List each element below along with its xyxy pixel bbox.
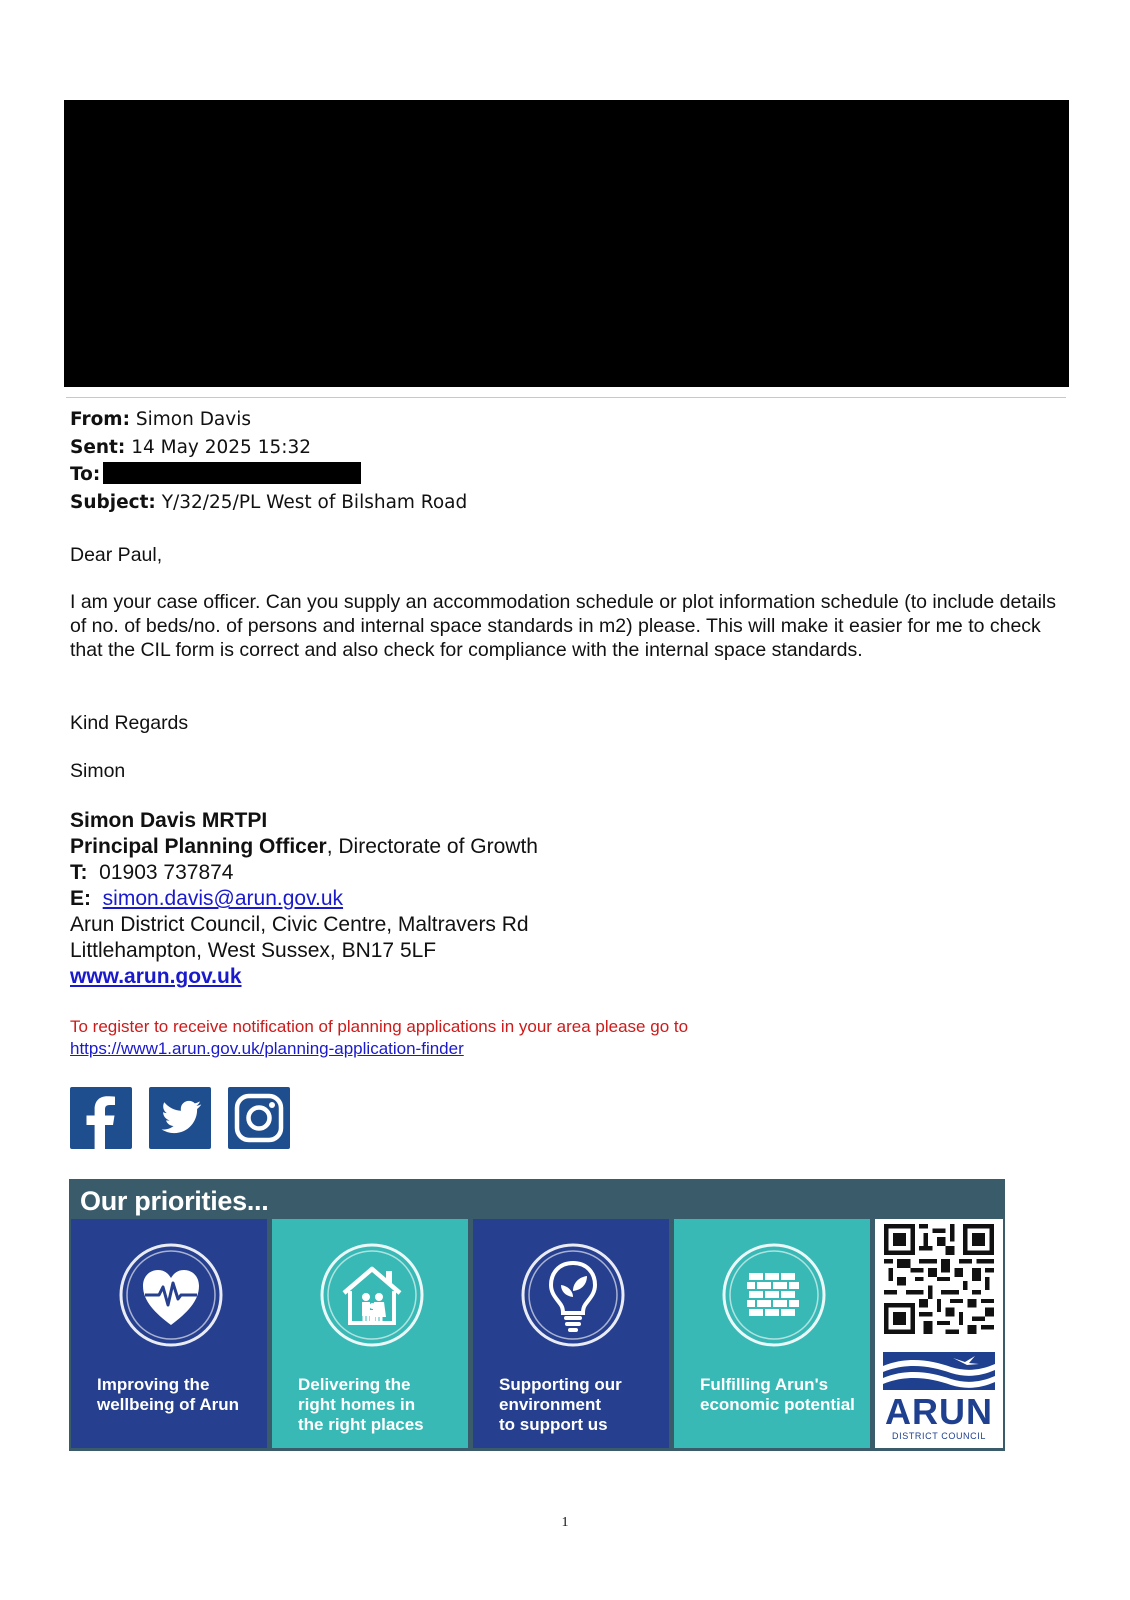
header-divider [66, 397, 1066, 398]
banner-title: Our priorities... [80, 1186, 269, 1216]
social-links [70, 1087, 290, 1149]
priority-tile-economy [674, 1219, 870, 1448]
subject-label: Subject: [70, 491, 156, 513]
priority-label-line: to support us [499, 1415, 608, 1434]
priority-label [97, 1375, 265, 1415]
sign-off: Simon [70, 760, 126, 782]
priority-label-line: wellbeing of Arun [97, 1395, 239, 1414]
website-link[interactable]: www.arun.gov.uk [70, 965, 242, 988]
signature-name: Simon Davis MRTPI [70, 809, 268, 832]
subject-value: Y/32/25/PL West of Bilsham Road [161, 491, 468, 513]
email-link[interactable]: simon.davis@arun.gov.uk [102, 887, 344, 910]
priority-label-line: right homes in [298, 1395, 416, 1414]
planning-finder-link[interactable]: https://www1.arun.gov.uk/planning-application-finder [70, 1039, 464, 1058]
subject-row [70, 489, 467, 517]
sent-value: 14 May 2025 15:32 [131, 436, 312, 458]
lightbulb-leaf-icon [517, 1239, 629, 1351]
signature-department: , Directorate of Growth [326, 835, 538, 858]
email-header [70, 406, 467, 516]
phone-label: T: [70, 861, 88, 884]
notice-text: To register to receive notification of planning applications in your area please go to [70, 1017, 689, 1036]
sent-row [70, 434, 467, 462]
from-row [70, 406, 467, 434]
arun-logo-text: ARUN [885, 1391, 993, 1432]
instagram-icon[interactable] [228, 1087, 290, 1149]
priority-label-line: Fulfilling Arun's [700, 1375, 829, 1394]
priority-label-line: Supporting our [499, 1375, 622, 1394]
house-family-icon [316, 1239, 428, 1351]
signature-role [70, 834, 538, 860]
signature-title: Principal Planning Officer [70, 835, 327, 858]
from-value: Simon Davis [135, 409, 251, 430]
priority-label-line: Improving the [97, 1375, 210, 1394]
page-number: 1 [561, 1515, 569, 1530]
priority-tile-wellbeing [71, 1219, 267, 1448]
closing: Kind Regards [70, 712, 189, 734]
priorities-banner [69, 1179, 1005, 1451]
signature-phone-row [70, 860, 538, 886]
brick-wall-icon [718, 1239, 830, 1351]
redacted-recipient [103, 462, 361, 484]
priority-tile-environment [473, 1219, 669, 1448]
phone-number: 01903 737874 [99, 861, 234, 884]
qr-code-icon[interactable] [884, 1224, 994, 1334]
redacted-header-block [64, 100, 1069, 387]
twitter-icon[interactable] [149, 1087, 211, 1149]
from-label: From: [70, 409, 130, 430]
priority-label-line: the right places [298, 1415, 424, 1434]
to-label: To: [70, 464, 101, 485]
sent-label: Sent: [70, 436, 126, 458]
body-paragraph: I am your case officer. Can you supply an accommodation schedule or plot information schedule (to include details of no. of beds/no. of persons and internal space standards in m2) please. This will make it easier for me to check that the CIL form is correct and also check for compliance with the internal space standards. [70, 591, 1057, 661]
arun-wave-logo-icon [883, 1352, 995, 1390]
arun-logo-tile [875, 1219, 1003, 1448]
priority-label-line: economic potential [700, 1395, 855, 1414]
district-council-text: DISTRICT COUNCIL [892, 1431, 986, 1441]
priority-label [298, 1375, 466, 1435]
signature-email-row [70, 886, 538, 912]
priority-label-line: environment [499, 1395, 602, 1414]
address-line-2: Littlehampton, West Sussex, BN17 5LF [70, 939, 437, 962]
priority-label-line: Delivering the [298, 1375, 411, 1394]
priority-label [499, 1375, 667, 1435]
to-row [70, 461, 467, 489]
greeting: Dear Paul, [70, 544, 163, 566]
address-line-1: Arun District Council, Civic Centre, Maltravers Rd [70, 913, 529, 936]
priority-tile-homes [272, 1219, 468, 1448]
facebook-icon[interactable] [70, 1087, 132, 1149]
heart-pulse-icon [115, 1239, 227, 1351]
email-label: E: [70, 887, 91, 910]
planning-notice [70, 1016, 688, 1060]
priority-label [700, 1375, 868, 1415]
email-signature [70, 808, 538, 990]
